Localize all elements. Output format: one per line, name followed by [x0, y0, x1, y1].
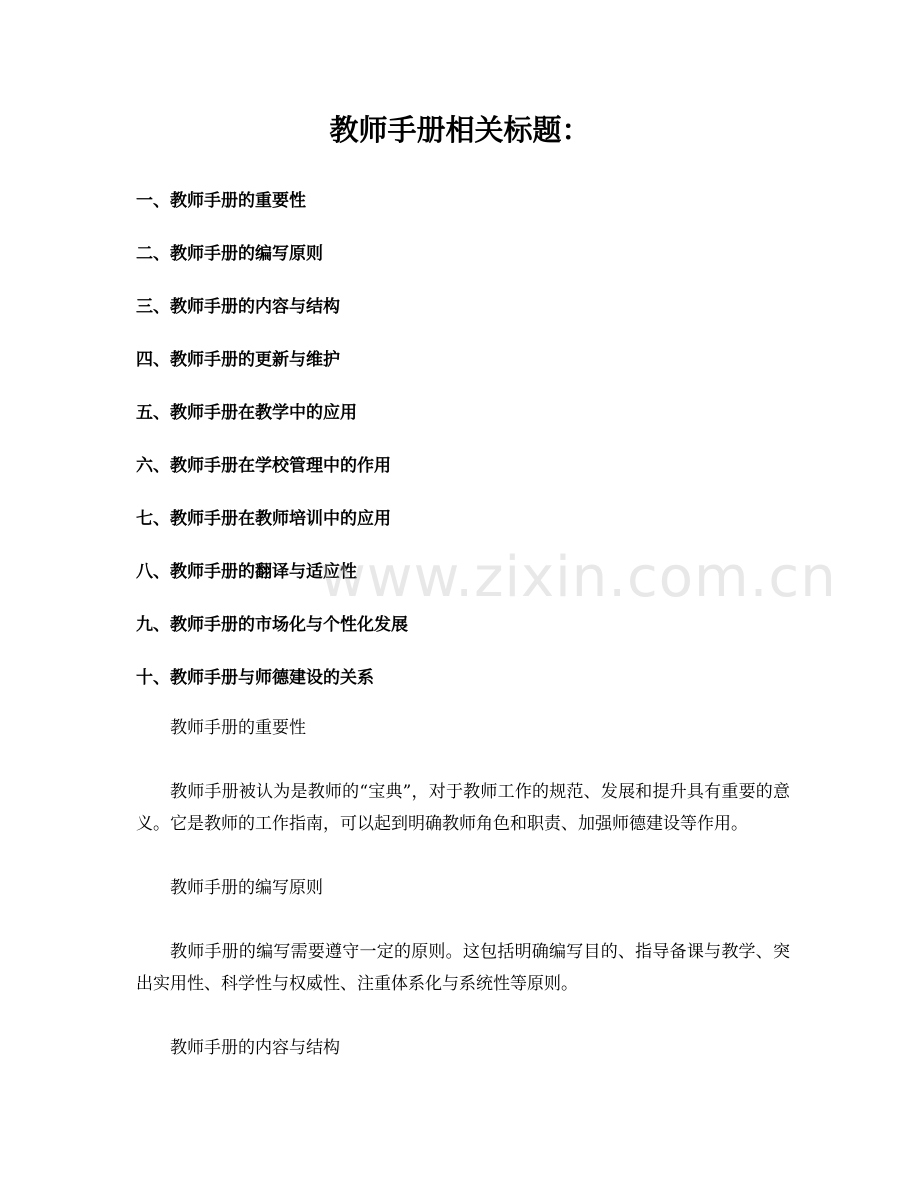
toc-item: 五、教师手册在教学中的应用: [136, 403, 357, 423]
toc-item: 一、教师手册的重要性: [136, 191, 306, 211]
toc-item: 二、教师手册的编写原则: [136, 244, 323, 264]
page-title: 教师手册相关标题：: [329, 113, 591, 147]
section-paragraph: 教师手册的编写需要遵守一定的原则。这包括明确编写目的、指导备课与教学、突出实用性、科学性与权威性、注重体系化与系统性等原则。: [136, 942, 790, 994]
toc-item: 八、教师手册的翻译与适应性: [136, 562, 357, 582]
section-heading: 教师手册的内容与结构: [170, 1038, 340, 1058]
section-heading: 教师手册的编写原则: [170, 878, 323, 898]
body-text: [136, 712, 790, 1096]
section-heading: 教师手册的重要性: [170, 718, 306, 738]
toc-item: 三、教师手册的内容与结构: [136, 297, 340, 317]
toc-item: 四、教师手册的更新与维护: [136, 350, 340, 370]
toc-item: 九、教师手册的市场化与个性化发展: [136, 615, 408, 635]
toc-item: 十、教师手册与师德建设的关系: [136, 668, 374, 688]
toc-item: 七、教师手册在教师培训中的应用: [136, 509, 391, 529]
section-paragraph: 教师手册被认为是教师的“宝典”，对于教师工作的规范、发展和提升具有重要的意义。它是教师的工作指南，可以起到明确教师角色和职责、加强师德建设等作用。: [136, 782, 790, 834]
watermark: www.zixin.com.cn: [320, 545, 837, 610]
table-of-contents: [136, 186, 796, 716]
toc-item: 六、教师手册在学校管理中的作用: [136, 456, 391, 476]
